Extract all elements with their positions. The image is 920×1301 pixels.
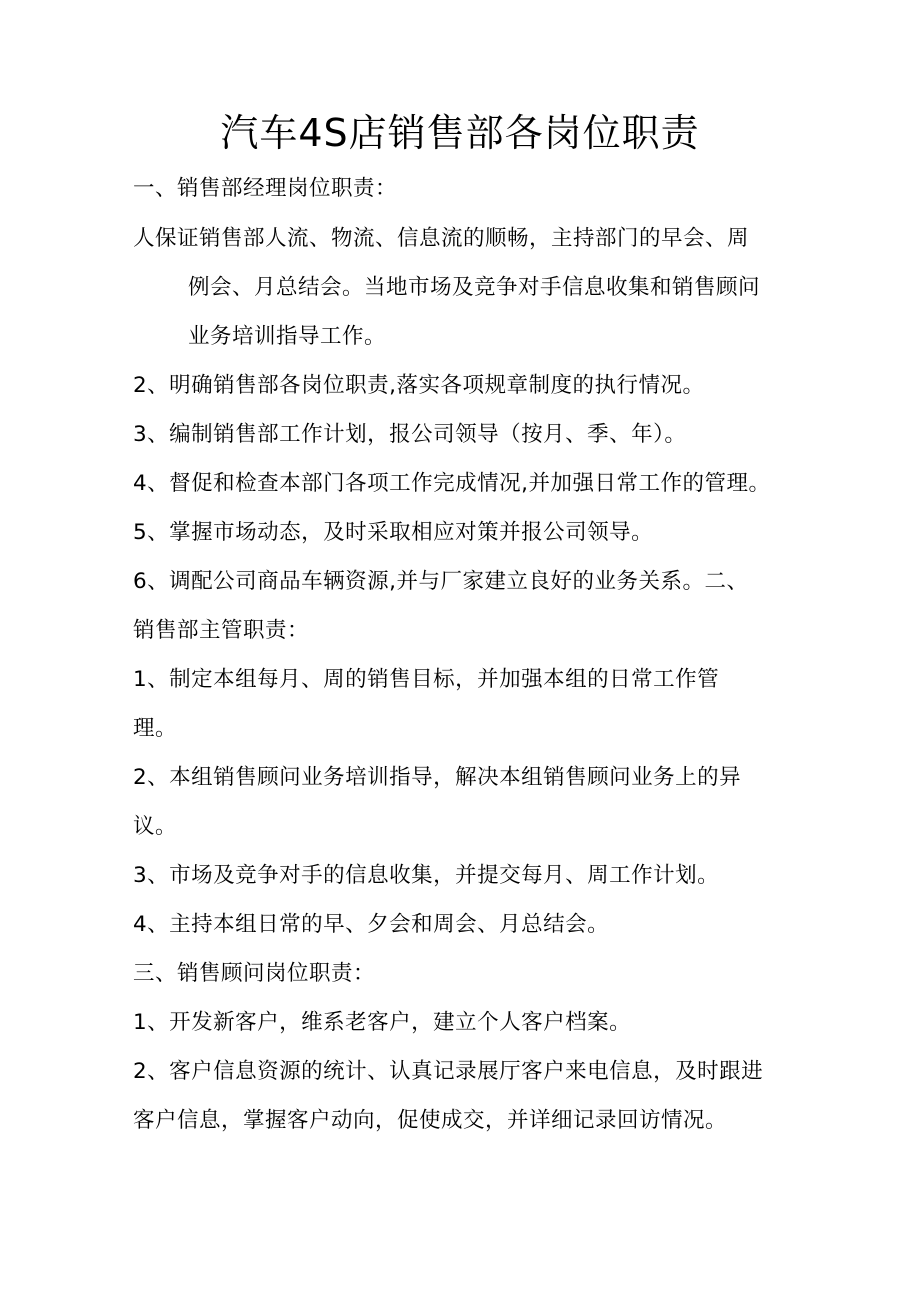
manager-duty-item: 4、督促和检查本部门各项工作完成情况,并加强日常工作的管理。: [133, 471, 771, 496]
section-heading-manager: 一、销售部经理岗位职责：: [133, 176, 398, 201]
manager-duty-item: 5、掌握市场动态，及时采取相应对策并报公司领导。: [133, 520, 654, 545]
consultant-duty-item: 客户信息，掌握客户动向，促使成交，并详细记录回访情况。: [133, 1108, 728, 1133]
supervisor-duty-item: 议。: [133, 814, 178, 839]
manager-duty-text: 例会、月总结会。当地市场及竞争对手信息收集和销售顾问: [188, 275, 761, 300]
consultant-duty-item: 1、开发新客户，维系老客户，建立个人客户档案。: [133, 1010, 632, 1035]
supervisor-duty-item: 1、制定本组每月、周的销售目标，并加强本组的日常工作管: [133, 667, 720, 692]
document-title: 汽车4S店销售部各岗位职责: [220, 111, 700, 155]
manager-duty-item: 3、编制销售部工作计划，报公司领导（按月、季、年）。: [133, 422, 687, 447]
supervisor-duty-item: 3、市场及竞争对手的信息收集，并提交每月、周工作计划。: [133, 863, 720, 888]
supervisor-duty-item: 4、主持本组日常的早、夕会和周会、月总结会。: [133, 912, 610, 937]
manager-duty-item: 6、调配公司商品车辆资源,并与厂家建立良好的业务关系。二、: [133, 569, 749, 594]
manager-duty-item: 2、明确销售部各岗位职责,落实各项规章制度的执行情况。: [133, 373, 705, 398]
section-heading-consultant: 三、销售顾问岗位职责：: [133, 961, 376, 986]
manager-duty-text: 业务培训指导工作。: [188, 324, 387, 349]
consultant-duty-item: 2、客户信息资源的统计、认真记录展厅客户来电信息，及时跟进: [133, 1059, 764, 1084]
supervisor-duty-item: 2、本组销售顾问业务培训指导，解决本组销售顾问业务上的异: [133, 765, 742, 790]
section-heading-supervisor: 销售部主管职责：: [133, 618, 310, 643]
manager-duty-text: 人保证销售部人流、物流、信息流的顺畅，主持部门的早会、周: [133, 226, 750, 251]
supervisor-duty-item: 理。: [133, 716, 178, 741]
